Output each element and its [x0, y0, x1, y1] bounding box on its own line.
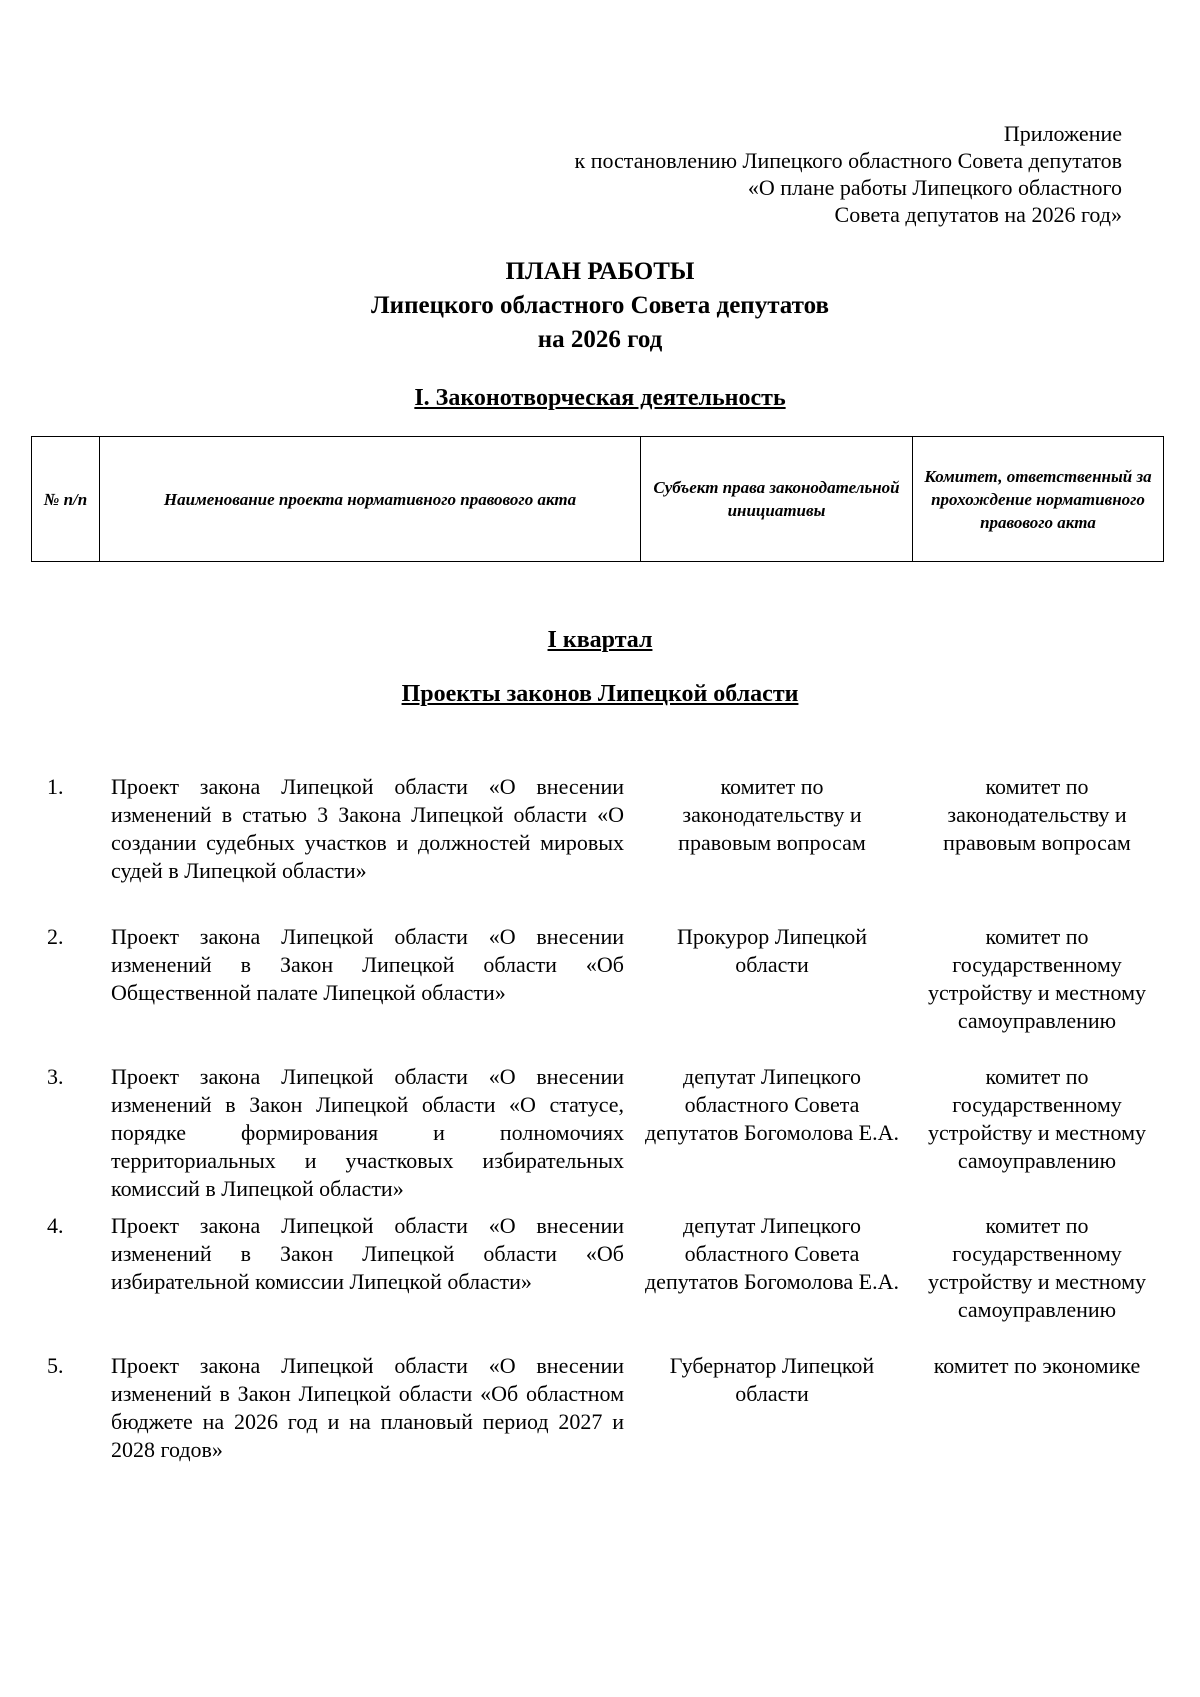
item-number: 3. [47, 1064, 64, 1089]
list-item [0, 1212, 1200, 1352]
item-subject: Губернатор Липецкой области [669, 1353, 875, 1406]
appendix-line: к постановлению Липецкого областного Совета депутатов [574, 148, 1122, 173]
item-list [0, 773, 1200, 1472]
subsection-heading: Проекты законов Липецкой области [401, 681, 799, 707]
item-subject: Прокурор Липецкой области [676, 924, 868, 977]
item-committee: комитет по государственному устройству и местному самоуправлению [927, 1064, 1147, 1173]
item-name: Проект закона Липецкой области «О внесении изменений в статью 3 Закона Липецкой области «О создании судебных участков и должностей мировых судей в Липецкой области» [111, 774, 624, 883]
item-subject: комитет по законодательству и правовым вопросам [678, 774, 866, 855]
item-name: Проект закона Липецкой области «О внесении изменений в Закон Липецкой области «О статусе, порядке формирования и полномочиях территориальных и участковых избирательных комиссий в Липецкой области» [111, 1064, 624, 1201]
list-item [0, 773, 1200, 923]
list-item [0, 923, 1200, 1063]
item-committee: комитет по государственному устройству и местному самоуправлению [927, 924, 1147, 1033]
list-item [0, 1352, 1200, 1472]
list-item [0, 1063, 1200, 1212]
item-name: Проект закона Липецкой области «О внесении изменений в Закон Липецкой области «Об областном бюджете на 2026 год и на плановый период 2027 и 2028 годов» [111, 1353, 624, 1462]
column-header-committee: Комитет, ответственный за прохождение нормативного правового акта [913, 437, 1164, 562]
appendix-note [575, 120, 1122, 228]
item-committee: комитет по экономике [933, 1353, 1141, 1378]
document-title [0, 255, 1200, 357]
appendix-line: Приложение [1003, 121, 1122, 146]
column-header-name: Наименование проекта нормативного правового акта [100, 437, 641, 562]
item-committee: комитет по государственному устройству и местному самоуправлению [927, 1213, 1147, 1322]
appendix-line: Совета депутатов на 2026 год» [834, 202, 1122, 227]
item-number: 2. [47, 924, 64, 949]
title-line: на 2026 год [537, 326, 663, 353]
item-committee: комитет по законодательству и правовым вопросам [943, 774, 1131, 855]
item-subject: депутат Липецкого областного Совета депутатов Богомолова Е.А. [644, 1064, 899, 1145]
section-heading: I. Законотворческая деятельность [414, 385, 786, 411]
title-line: ПЛАН РАБОТЫ [505, 258, 695, 285]
item-name: Проект закона Липецкой области «О внесении изменений в Закон Липецкой области «Об избирательной комиссии Липецкой области» [111, 1213, 624, 1294]
item-name: Проект закона Липецкой области «О внесении изменений в Закон Липецкой области «Об Общественной палате Липецкой области» [111, 924, 624, 1005]
appendix-line: «О плане работы Липецкого областного [747, 175, 1122, 200]
item-number: 1. [47, 774, 64, 799]
column-header-number: № п/п [32, 437, 100, 562]
column-header-subject: Субъект права законодательной инициативы [641, 437, 913, 562]
quarter-heading: I квартал [547, 627, 653, 653]
title-line: Липецкого областного Совета депутатов [371, 292, 829, 319]
item-subject: депутат Липецкого областного Совета депутатов Богомолова Е.А. [644, 1213, 899, 1294]
table-header [31, 436, 1164, 562]
item-number: 4. [47, 1213, 64, 1238]
item-number: 5. [47, 1353, 64, 1378]
